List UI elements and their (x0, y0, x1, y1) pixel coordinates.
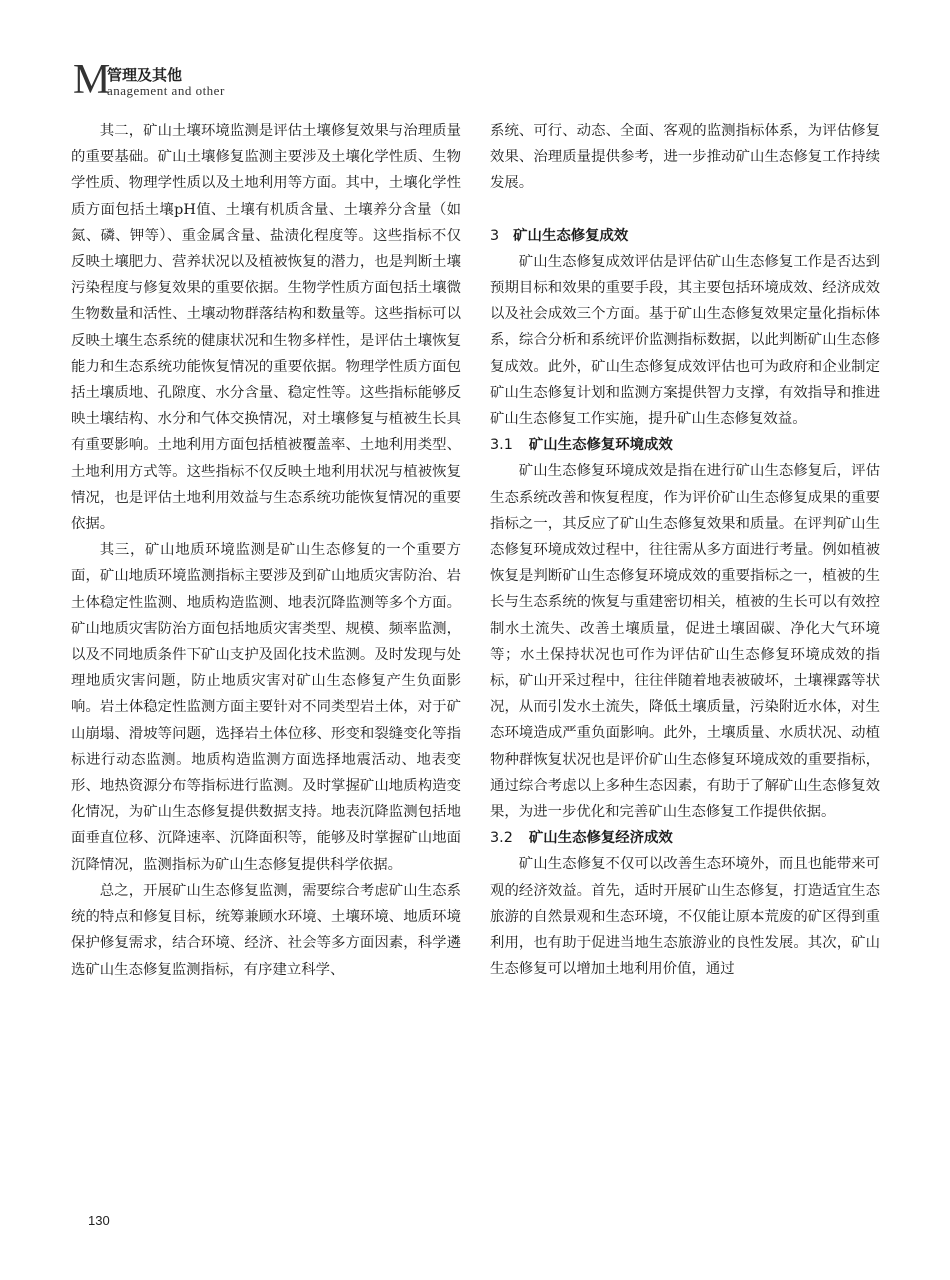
paragraph-continuation: 系统、可行、动态、全面、客观的监测指标体系，为评估修复效果、治理质量提供参考，进一步推动矿山生态修复工作持续发展。 (490, 123, 880, 192)
heading-number: 3.2 (490, 830, 513, 847)
page-number: 130 (88, 1213, 110, 1228)
header-chinese-title: 管理及其他 (107, 66, 183, 84)
heading-section-3-2 (490, 825, 880, 851)
paragraph-section-3-1: 矿山生态修复环境成效是指在进行矿山生态修复后，评估生态系统改善和恢复程度，作为评价矿山生态修复成果的重要指标之一，其反应了矿山生态修复效果和质量。在评判矿山生态修复环境成效过程中，往往需从多方面进行考量。例如植被恢复是判断矿山生态修复环境成效的重要指标之一，植被的生长与生态系统的恢复与重建密切相关，植被的生长可以有效控制水土流失、改善土壤质量，促进土壤固碳、净化大气环境等；水土保持状况也可作为评估矿山生态修复环境成效的指标，矿山开采过程中，往往伴随着地表被破坏，土壤裸露等状况，从而引发水土流失，降低土壤质量，污染附近水体，对生态环境造成严重负面影响。此外，土壤质量、水质状况、动植物种群恢复状况也是评价矿山生态修复环境成效的重要指标，通过综合考虑以上多种生态因素，有助于了解矿山生态修复效果，为进一步优化和完善矿山生态修复工作提供依据。 (490, 463, 880, 821)
paragraph-section-3: 矿山生态修复成效评估是评估矿山生态修复工作是否达到预期目标和效果的重要手段，其主要包括环境成效、经济成效以及社会成效三个方面。基于矿山生态修复效果定量化指标体系，综合分析和系统评价监测指标数据，以此判断矿山生态修复成效。此外，矿山生态修复成效评估也可为政府和企业制定矿山生态修复计划和监测方案提供智力支撑，有效指导和推进矿山生态修复工作实施，提升矿山生态修复效益。 (490, 253, 880, 428)
paragraph-summary: 总之，开展矿山生态修复监测，需要综合考虑矿山生态系统的特点和修复目标，统筹兼顾水环境、土壤环境、地质环境保护修复需求，结合环境、经济、社会等多方面因素，科学遴选矿山生态修复监测指标，有序建立科学、 (71, 882, 461, 978)
heading-number: 3.1 (490, 437, 513, 454)
paragraph-soil-monitoring: 其二，矿山土壤环境监测是评估土壤修复效果与治理质量的重要基础。矿山土壤修复监测主要涉及土壤化学性质、生物学性质、物理学性质以及土地利用等方面。其中，土壤化学性质方面包括土壤pH值、土壤有机质含量、土壤养分含量（如氮、磷、钾等）、重金属含量、盐渍化程度等。这些指标不仅反映土壤肥力、营养状况以及植被恢复的潜力，也是判断土壤污染程度与修复效果的重要依据。生物学性质方面包括土壤微生物数量和活性、土壤动物群落结构和数量等。这些指标可以反映土壤生态系统的健康状况和生物多样性，是评估土壤恢复能力和生态系统功能恢复情况的重要依据。物理学性质方面包括土壤质地、孔隙度、水分含量、稳定性等。这些指标能够反映土壤结构、水分和气体交换情况，对土壤修复与植被生长具有重要影响。土地利用方面包括植被覆盖率、土地利用类型、土地利用方式等。这些指标不仅反映土地利用状况与植被恢复情况，也是评估土地利用效益与生态系统功能恢复情况的重要依据。 (71, 123, 461, 533)
paragraph-section-3-2: 矿山生态修复不仅可以改善生态环境外，而且也能带来可观的经济效益。首先，适时开展矿山生态修复，打造适宜生态旅游的自然景观和生态环境，不仅能让原本荒废的矿区得到重利用，也有助于促进当地生态旅游业的良性发展。其次，矿山生态修复可以增加土地利用价值，通过 (490, 856, 880, 978)
heading-number: 3 (490, 227, 500, 244)
heading-title: 矿山生态修复成效 (513, 227, 629, 244)
left-column (71, 118, 461, 983)
heading-title: 矿山生态修复经济成效 (528, 830, 673, 847)
header-english-title: anagement and other (107, 83, 225, 98)
paragraph-geology-monitoring: 其三，矿山地质环境监测是矿山生态修复的一个重要方面，矿山地质环境监测指标主要涉及到矿山地质灾害防治、岩土体稳定性监测、地质构造监测、地表沉降监测等多个方面。矿山地质灾害防治方面包括地质灾害类型、规模、频率监测，以及不同地质条件下矿山支护及固化技术监测。及时发现与处理地质灾害问题，防止地质灾害对矿山生态修复产生负面影响。岩土体稳定性监测方面主要针对不同类型岩土体，对于矿山崩塌、滑坡等问题，选择岩土体位移、形变和裂缝变化等指标进行动态监测。地质构造监测方面选择地震活动、地表变形、地热资源分布等指标进行监测。及时掌握矿山地质构造变化情况，为矿山生态修复提供数据支持。地表沉降监测包括地面垂直位移、沉降速率、沉降面积等，能够及时掌握矿山地面沉降情况，监测指标为矿山生态修复提供科学依据。 (71, 542, 461, 873)
header-initial-letter: M (73, 57, 111, 103)
heading-section-3-1 (490, 432, 880, 458)
heading-title: 矿山生态修复环境成效 (528, 437, 673, 454)
right-column (490, 118, 880, 983)
heading-section-3 (490, 223, 880, 249)
